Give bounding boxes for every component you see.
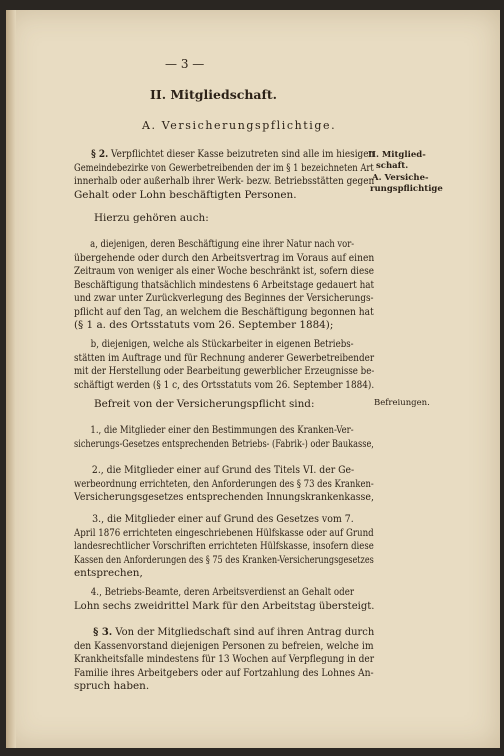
text-line: stätten im Auftrage und für Rechnung anderer Gewerbetreibender [74,351,375,364]
paragraph-s3 [74,626,374,694]
text-line: (§ 1 a. des Ortsstatuts vom 26. September 1884); [74,319,334,331]
subsection-heading: A. Versicherungspflichtige. [142,119,337,132]
margin-note-mitgliedschaft-1: II. Mitglied- [368,150,426,160]
text-line: pflicht auf den Tag, an welchem die Beschäftigung begonnen hat [74,305,374,318]
paragraph-s2 [74,148,374,202]
page-number: — 3 — [165,57,205,71]
text-line: schäftigt werden (§ 1 c, des Ortsstatuts vom 26. September 1884). [74,378,375,391]
text-line: Zeitraum von weniger als einer Woche beschränkt ist, sofern diese [74,265,374,277]
text-line: April 1876 errichteten eingeschriebenen Hülfskasse oder auf Grund [74,526,374,539]
text-line: a, diejenigen, deren Beschäftigung eine ihrer Natur nach vor- [90,238,355,250]
section-mark: § 3. [93,626,113,638]
text-line: Beschäftigung thatsächlich mindestens 6 Arbeitstage gedauert hat [74,278,375,291]
margin-note-versicherungspflichtige-1: A. Versiche- [372,173,429,183]
margin-note-befreiungen: Befreiungen. [374,398,430,408]
text-line: Gemeindebezirke von Gewerbetreibenden der im § 1 bezeichneten Art [74,161,374,174]
text-line: landesrechtlicher Vorschriften errichteten Hülfskasse, insofern diese [74,540,374,552]
text-line: übergehende oder durch den Arbeitsvertrag im Voraus auf einen [74,251,375,264]
text-line: Kassen den Anforderungen des § 75 des Kranken-Versicherungsgesetzes [74,553,374,566]
text-line: Verpflichtet dieser Kasse beizutreten sind alle im hiesigen [111,148,375,160]
text-line: Hierzu gehören auch: [94,212,209,224]
section-mark: § 2. [91,148,109,160]
paragraph-item-3 [74,513,374,581]
paragraph-a [74,238,374,333]
text-line: b, diejenigen, welche als Stückarbeiter in eigenen Betriebs- [90,338,354,350]
text-line: entsprechen, [74,567,143,579]
text-line: Gehalt oder Lohn beschäftigten Personen. [74,188,297,201]
text-line: innerhalb oder außerhalb ihrer Werk- bezw. Betriebsstätten gegen [74,175,375,187]
text-line: werbeordnung errichteten, den Anforderungen des § 73 des Kranken- [74,477,374,490]
text-line: Lohn sechs zweidrittel Mark für den Arbeitstag übersteigt. [74,599,375,612]
text-line: mit der Herstellung oder Bearbeitung gewerblicher Erzeugnisse be- [74,365,375,377]
text-line: 4., Betriebs-Beamte, deren Arbeitsverdienst an Gehalt oder [90,586,355,598]
text-line: Familie ihres Arbeitgebers oder auf Fortzahlung des Lohnes An- [74,666,374,679]
paragraph-b [74,338,374,392]
text-line: Befreit von der Versicherungspflicht sind: [94,398,315,410]
text-line: Krankheitsfalle mindestens für 13 Wochen auf Verpflegung in der [74,653,375,665]
margin-note-versicherungspflichtige-2: rungspflichtige [370,184,443,194]
text-line: Von der Mitgliedschaft sind auf ihren Antrag durch [115,626,375,638]
text-line: Versicherungsgesetzes entsprechenden Innungskrankenkasse, [74,491,374,503]
text-line: 1., die Mitglieder einer den Bestimmungen des Kranken-Ver- [90,424,354,436]
text-line: den Kassenvorstand diejenigen Personen zu befreien, welche im [74,639,374,652]
text-line: und zwar unter Zurückverlegung des Beginnes der Versicherungs- [74,292,374,304]
paragraph-item-1 [74,424,374,451]
margin-note-mitgliedschaft-2: schaft. [376,161,409,171]
text-line: 2., die Mitglieder einer auf Grund des Titels VI. der Ge- [91,464,355,476]
paragraph-item-4 [74,586,374,613]
text-line: sicherungs-Gesetzes entsprechenden Betriebs- (Fabrik-) oder Baukasse, [74,437,374,450]
text-line: 3., die Mitglieder einer auf Grund des Gesetzes vom 7. [92,513,354,525]
section-heading: II. Mitgliedschaft. [150,87,278,102]
paragraph-item-2 [74,464,374,505]
text-line: spruch haben. [74,680,150,692]
binding-edge [6,10,16,748]
